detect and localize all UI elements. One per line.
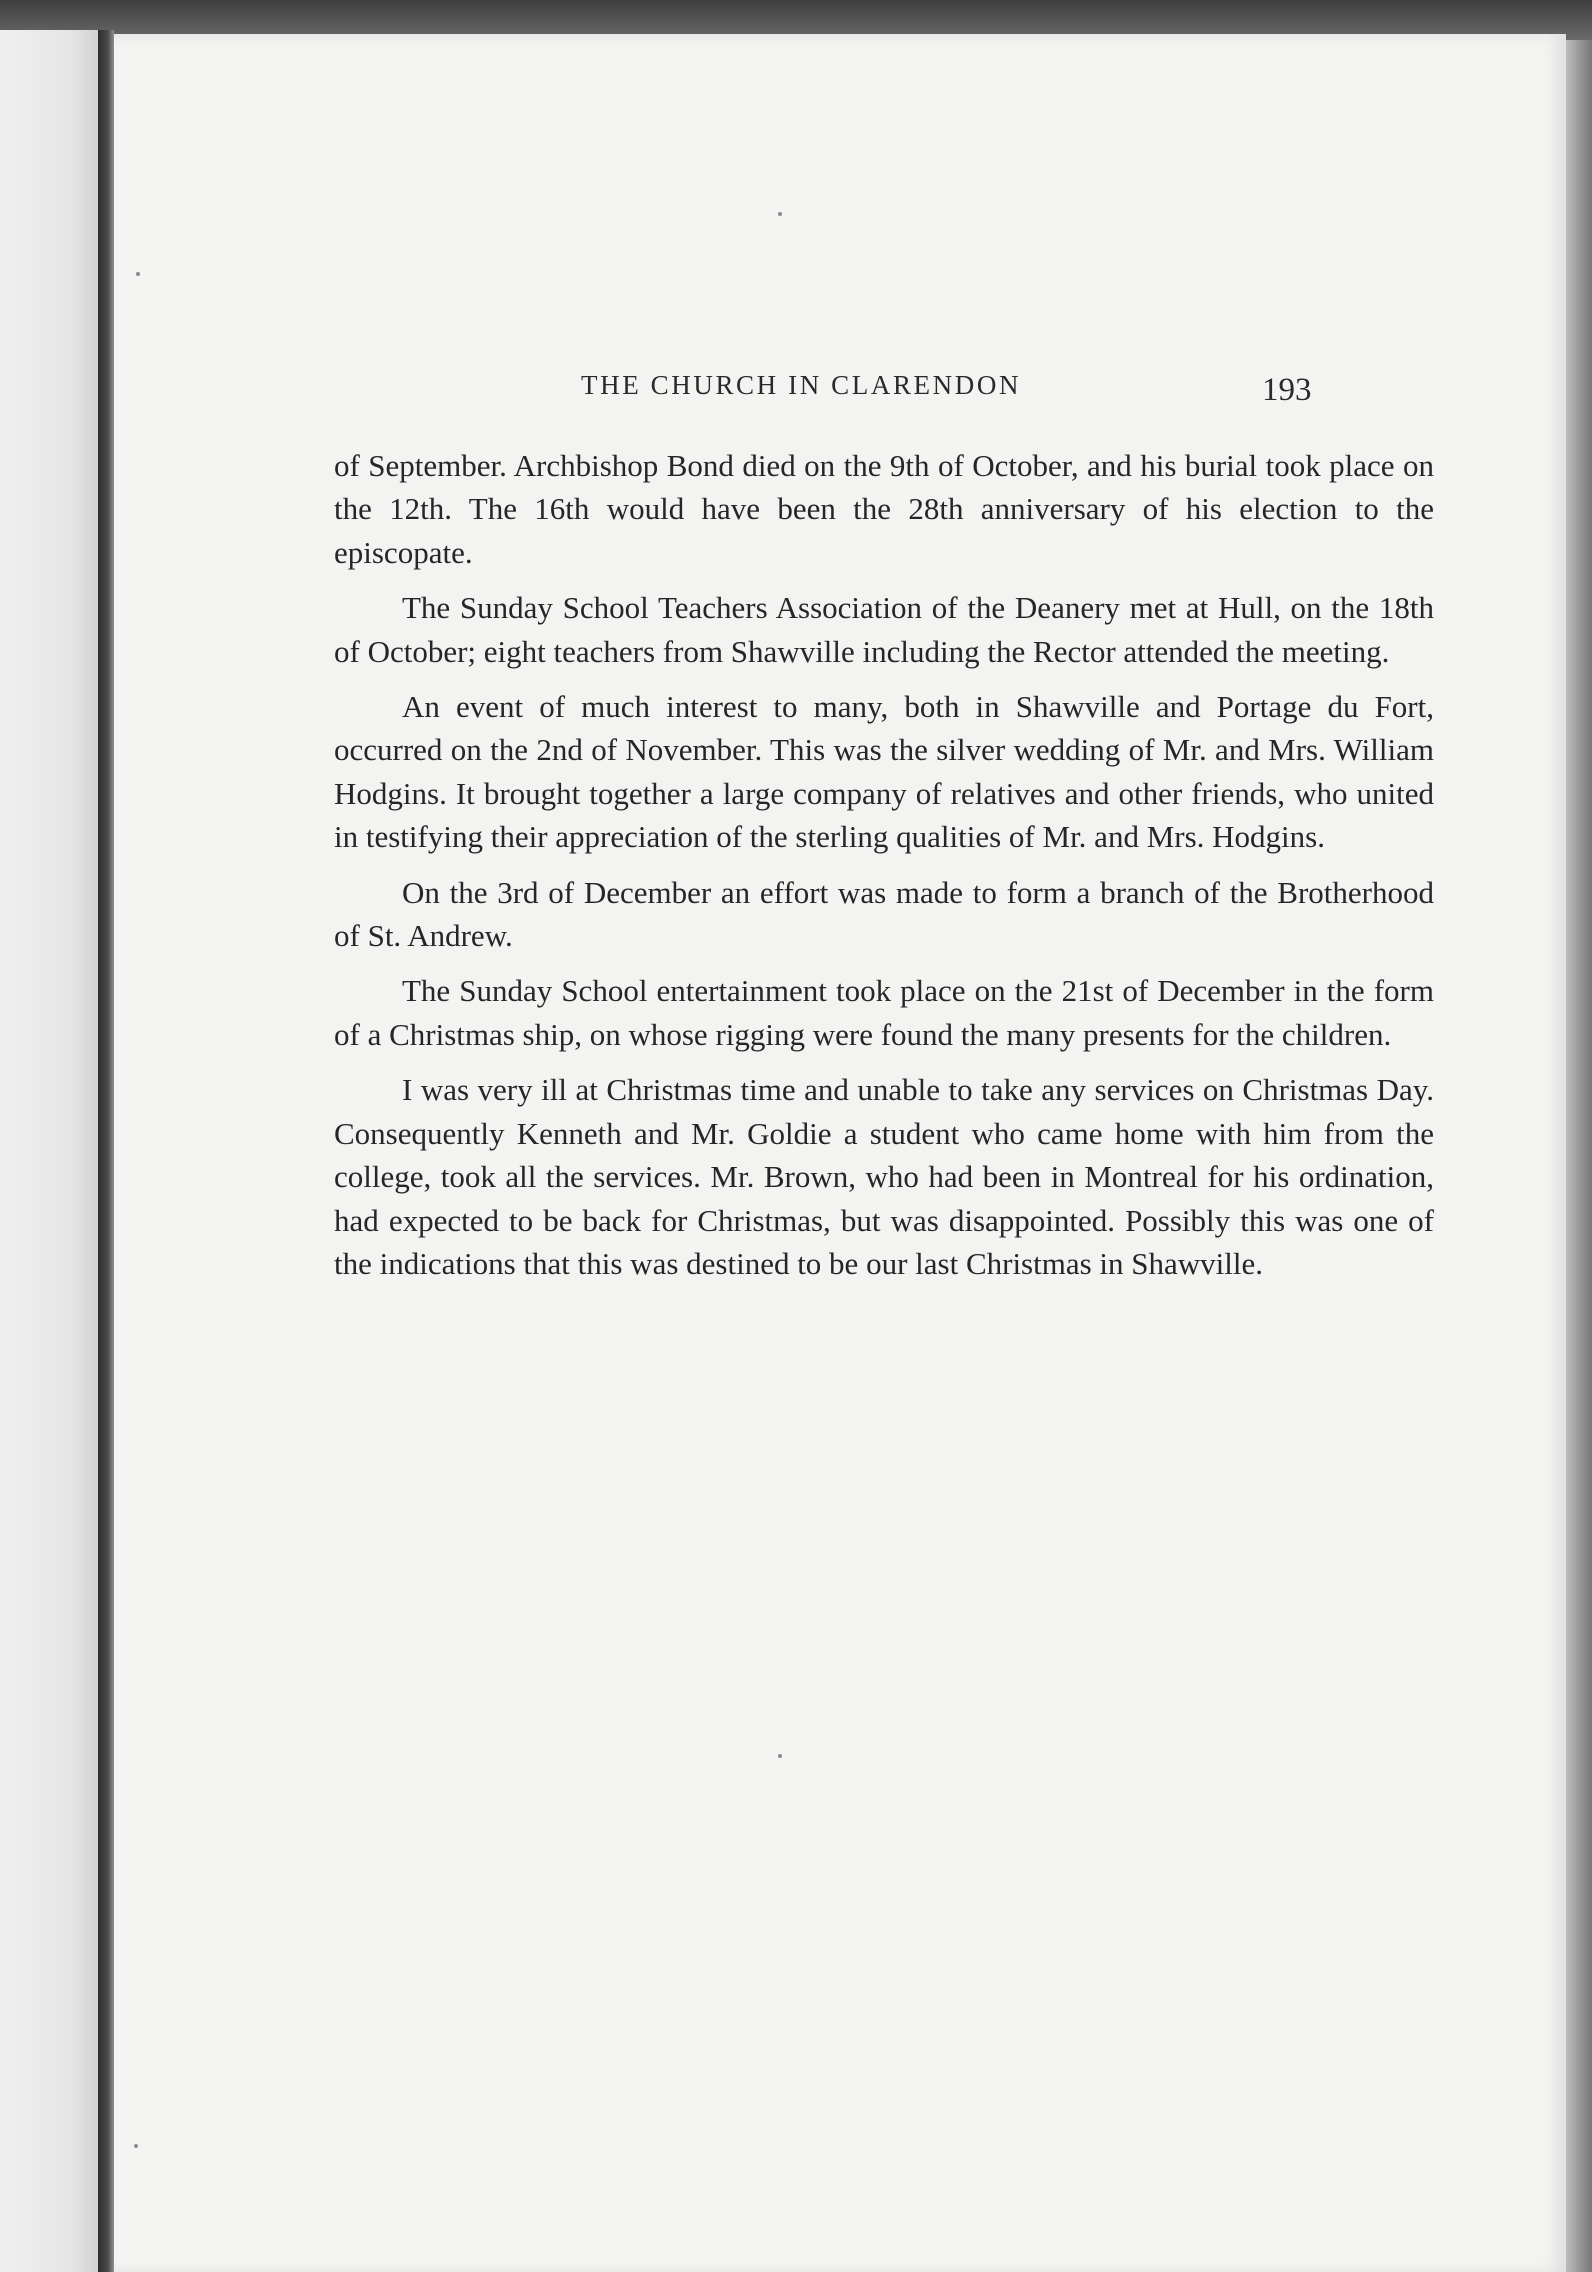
paragraph: On the 3rd of December an effort was made to form a branch of the Brotherhood of St. Andrew. <box>334 874 1434 954</box>
running-title: THE CHURCH IN CLARENDON <box>581 370 1022 400</box>
book-gutter <box>98 30 114 2272</box>
paper-speck <box>778 1754 782 1758</box>
paragraph: The Sunday School Teachers Association of the Deanery met at Hull, on the 18th of October; eight teachers from Shawville including the Rector attended the meeting. <box>334 590 1434 669</box>
paragraph-continuation: of September. Archbishop Bond died on the 9th of October, and his burial took place on the 12th. The 16th would have been the 28th anniversary of his election to the episcopate. <box>334 448 1434 570</box>
paragraph: I was very ill at Christmas time and unable to take any services on Christmas Day. Consequently Kenneth and Mr. Goldie a student who came home with him from the college, took all the services. Mr. Brown, who had been in Montreal for his ordination, had expected to be back for Christmas, but was disappointed. Possibly this was one of the indications that this was destined to be our last Christmas in Shawville. <box>334 1072 1434 1281</box>
paper-speck <box>778 212 782 216</box>
page-number: 193 <box>1262 372 1312 408</box>
book-page <box>114 34 1566 2272</box>
running-header <box>114 364 1566 414</box>
page-right-edge <box>1566 40 1592 2272</box>
paragraph: An event of much interest to many, both in Shawville and Portage du Fort, occurred on the 2nd of November. This was the silver wedding of Mr. and Mrs. William Hodgins. It brought together a large company of relatives and other friends, who united in testifying their appreciation of the sterling qualities of Mr. and Mrs. Hodgins. <box>334 689 1434 855</box>
paper-speck <box>134 2144 138 2148</box>
paper-speck <box>136 272 140 276</box>
body-text <box>334 444 1434 1297</box>
paragraph: The Sunday School entertainment took place on the 21st of December in the form of a Christmas ship, on whose rigging were found the many presents for the children. <box>334 973 1434 1052</box>
facing-page-edge <box>0 30 100 2272</box>
